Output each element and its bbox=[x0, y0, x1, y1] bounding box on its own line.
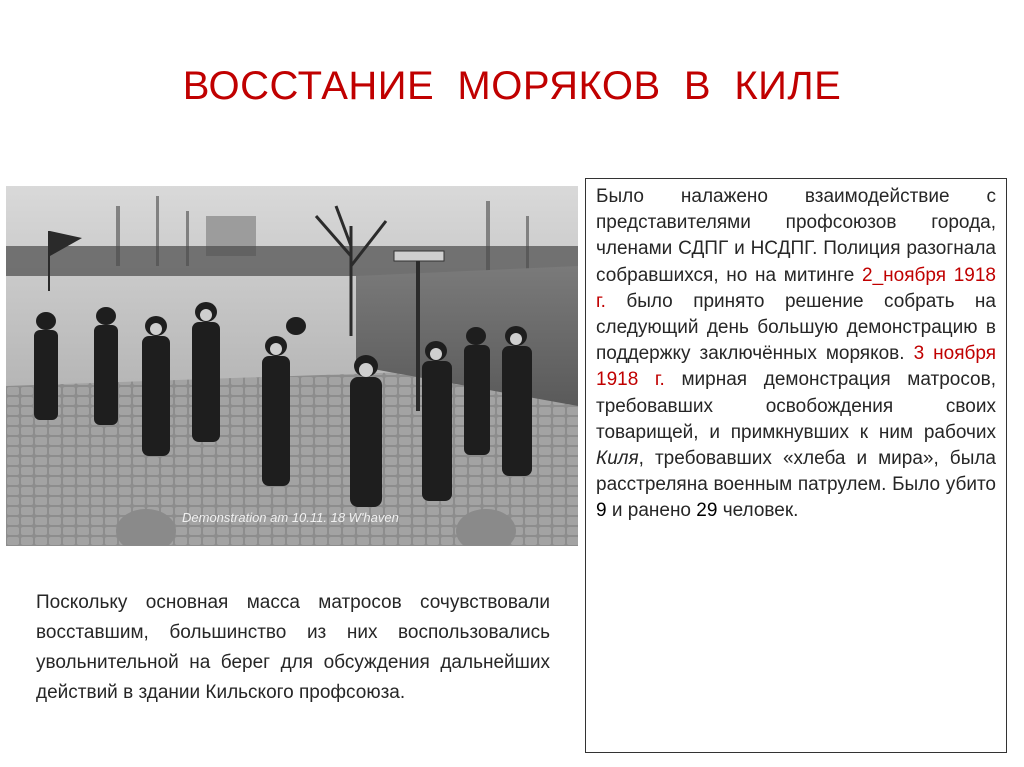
photo-caption: Demonstration am 10.11. 18 W'haven bbox=[182, 510, 399, 525]
date-highlight: 2_ноября 1918 г. bbox=[596, 264, 996, 312]
left-paragraph: Поскольку основная масса матросов сочувствовали восставшим, большинство из них воспользовались увольнительной на берег для обсуждения дальнейших действий в здании Кильского профсоюза. bbox=[36, 592, 550, 703]
paragraph-text: , требовавших «хлеба и мира», была расстреляна военным патрулем. Было убито bbox=[596, 448, 996, 496]
slide-title: ВОССТАНИЕ МОРЯКОВ В КИЛЕ bbox=[182, 64, 842, 108]
paragraph-text: человек. bbox=[717, 500, 799, 522]
wounded-count: 29 bbox=[696, 500, 718, 522]
photo-illustration bbox=[6, 186, 578, 546]
paragraph-text: Было налажено взаимодействие с представителями профсоюзов города, членами СДПГ и НСДПГ. Полиция разогнала собравшихся, но на митинге bbox=[596, 186, 996, 286]
paragraph-text: и ранено bbox=[606, 500, 697, 522]
sailors-march-photo bbox=[6, 186, 578, 546]
paragraph-text: было принято решение собрать на следующий день большую демонстрацию в поддержку заключённых моряков. bbox=[596, 290, 996, 365]
date-highlight: 3 ноября 1918 г. bbox=[596, 343, 997, 391]
killed-count: 9 bbox=[596, 500, 607, 522]
right-paragraph bbox=[596, 184, 996, 525]
paragraph-text: мирная демонстрация матросов, требовавших освобождения своих товарищей, и примкнувших к ним рабочих bbox=[596, 369, 996, 443]
city-name: Киля bbox=[596, 448, 639, 470]
